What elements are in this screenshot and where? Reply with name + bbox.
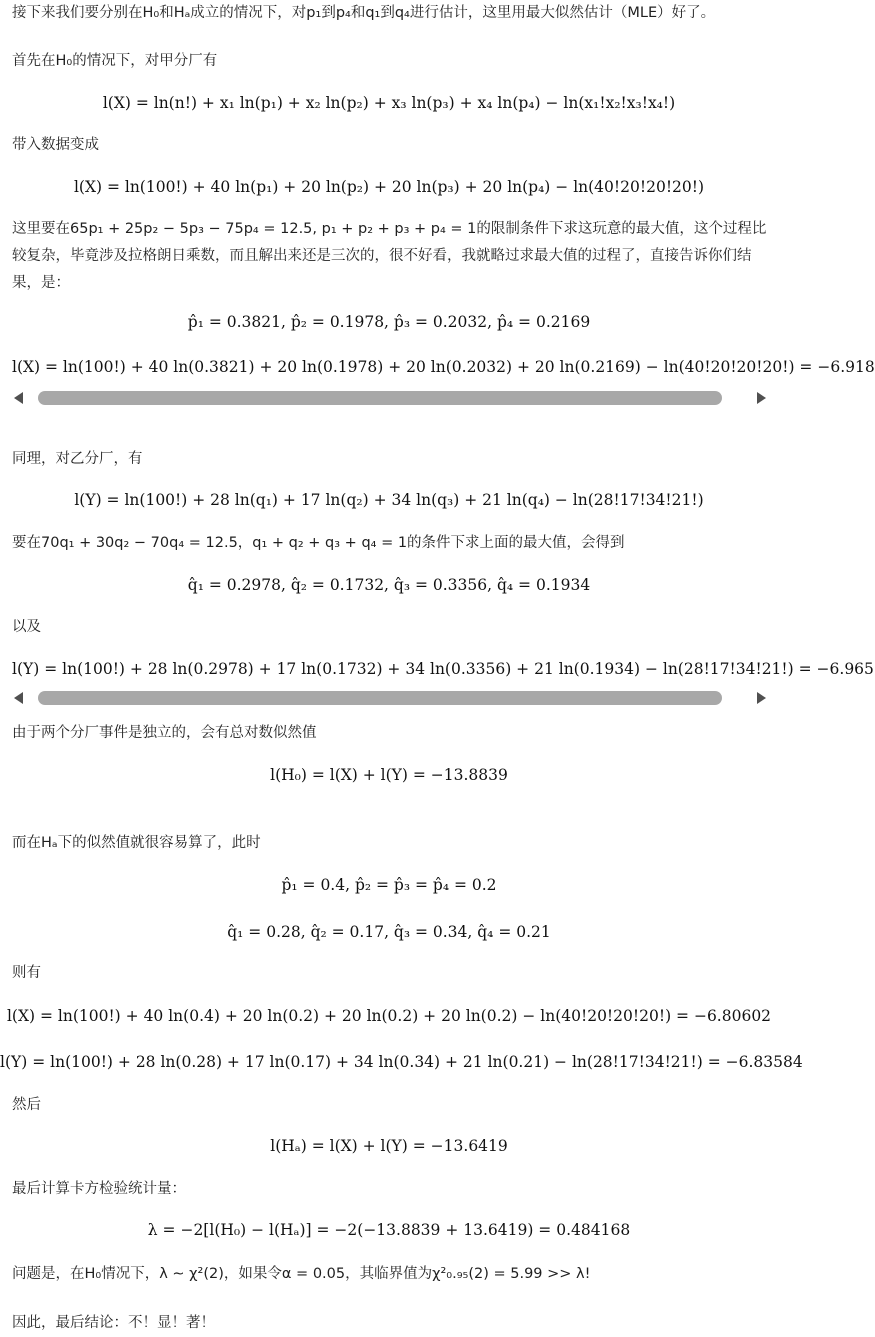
- lx-a-equation: l(X) = ln(100!) + 40 ln(0.4) + 20 ln(0.2) + 20 ln(0.2) + 20 ln(0.2) − ln(40!20!20!20!) = −6.80602: [6, 1007, 772, 1025]
- lambda-equation: λ = −2[l(H₀) − l(Hₐ)] = −2(−13.8839 + 13.6419) = 0.484168: [147, 1221, 631, 1239]
- plug-in-text: 带入数据变成: [12, 137, 99, 153]
- q-hat-equation: q̂₁ = 0.2978, q̂₂ = 0.1732, q̂₃ = 0.3356, q̂₄ = 0.1934: [187, 576, 591, 594]
- conclusion-text: 因此，最后结论：不！显！著！: [12, 1315, 215, 1331]
- constraint2-text: 要在70q₁ + 30q₂ − 70q₄ = 12.5，q₁ + q₂ + q₃ + q₄ = 1的条件下求上面的最大值，会得到: [12, 535, 625, 551]
- p-hat-a-equation: p̂₁ = 0.4, p̂₂ = p̂₃ = p̂₄ = 0.2: [281, 876, 497, 894]
- intro-text: 接下来我们要分别在H₀和Hₐ成立的情况下，对p₁到p₄和q₁到q₄进行估计，这里用最大似然估计（MLE）好了。: [12, 5, 716, 21]
- lx-data-equation: l(X) = ln(100!) + 40 ln(p₁) + 20 ln(p₂) + 20 ln(p₃) + 20 ln(p₄) − ln(40!20!20!20!): [73, 178, 705, 196]
- scroll-right-icon[interactable]: [757, 692, 766, 704]
- and-text: 以及: [12, 619, 41, 635]
- scroll-left-icon[interactable]: [14, 392, 23, 404]
- lx-general-equation: l(X) = ln(n!) + x₁ ln(p₁) + x₂ ln(p₂) + x₃ ln(p₃) + x₄ ln(p₄) − ln(x₁!x₂!x₃!x₄!): [102, 94, 676, 112]
- then-have-text: 则有: [12, 965, 41, 981]
- lh0-equation: l(H₀) = l(X) + l(Y) = −13.8839: [270, 766, 508, 784]
- ly-general-equation: l(Y) = ln(100!) + 28 ln(q₁) + 17 ln(q₂) + 34 ln(q₃) + 21 ln(q₄) − ln(28!17!34!21!): [74, 491, 704, 509]
- final-calc-text: 最后计算卡方检验统计量：: [12, 1181, 186, 1197]
- ha-intro-text: 而在Hₐ下的似然值就很容易算了，此时: [12, 835, 261, 851]
- similarly-text: 同理，对乙分厂，有: [12, 451, 143, 467]
- question-text: 问题是，在H₀情况下，λ ∼ χ²(2)，如果令α = 0.05，其临界值为χ²₀.₉₅(2) = 5.99 >> λ!: [12, 1266, 591, 1282]
- scroll-left-icon[interactable]: [14, 692, 23, 704]
- equation-scrollbar-2[interactable]: [12, 687, 768, 709]
- lha-equation: l(Hₐ) = l(X) + l(Y) = −13.6419: [270, 1137, 508, 1155]
- scroll-right-icon[interactable]: [757, 392, 766, 404]
- h0-intro-text: 首先在H₀的情况下，对甲分厂有: [12, 53, 218, 69]
- scrollbar-thumb[interactable]: [38, 691, 722, 705]
- lx-value-equation: l(X) = ln(100!) + 40 ln(0.3821) + 20 ln(0.1978) + 20 ln(0.2032) + 20 ln(0.2169) − ln(40!20!20!20!) = −6.918: [12, 358, 875, 376]
- constraint-text: 这里要在65p₁ + 25p₂ − 5p₃ − 75p₄ = 12.5, p₁ + p₂ + p₃ + p₄ = 1的限制条件下求这玩意的最大值，这个过程比较复杂，毕竟涉及拉格朗日乘数，而且解出来还是三次的，很不好看，我就略过求最大值的过程了，直接告诉你们结果，是：: [12, 221, 767, 291]
- ly-value-equation: l(Y) = ln(100!) + 28 ln(0.2978) + 17 ln(0.1732) + 34 ln(0.3356) + 21 ln(0.1934) − ln(28!17!34!21!) = −6.965: [12, 660, 874, 678]
- ly-a-equation: l(Y) = ln(100!) + 28 ln(0.28) + 17 ln(0.17) + 34 ln(0.34) + 21 ln(0.21) − ln(28!17!34!21!) = −6.83584: [0, 1053, 803, 1071]
- scrollbar-thumb[interactable]: [38, 391, 722, 405]
- then-text: 然后: [12, 1097, 41, 1113]
- equation-scrollbar-1[interactable]: [12, 387, 768, 409]
- q-hat-a-equation: q̂₁ = 0.28, q̂₂ = 0.17, q̂₃ = 0.34, q̂₄ = 0.21: [227, 923, 551, 941]
- independent-text: 由于两个分厂事件是独立的，会有总对数似然值: [12, 725, 317, 741]
- p-hat-equation: p̂₁ = 0.3821, p̂₂ = 0.1978, p̂₃ = 0.2032, p̂₄ = 0.2169: [187, 313, 591, 331]
